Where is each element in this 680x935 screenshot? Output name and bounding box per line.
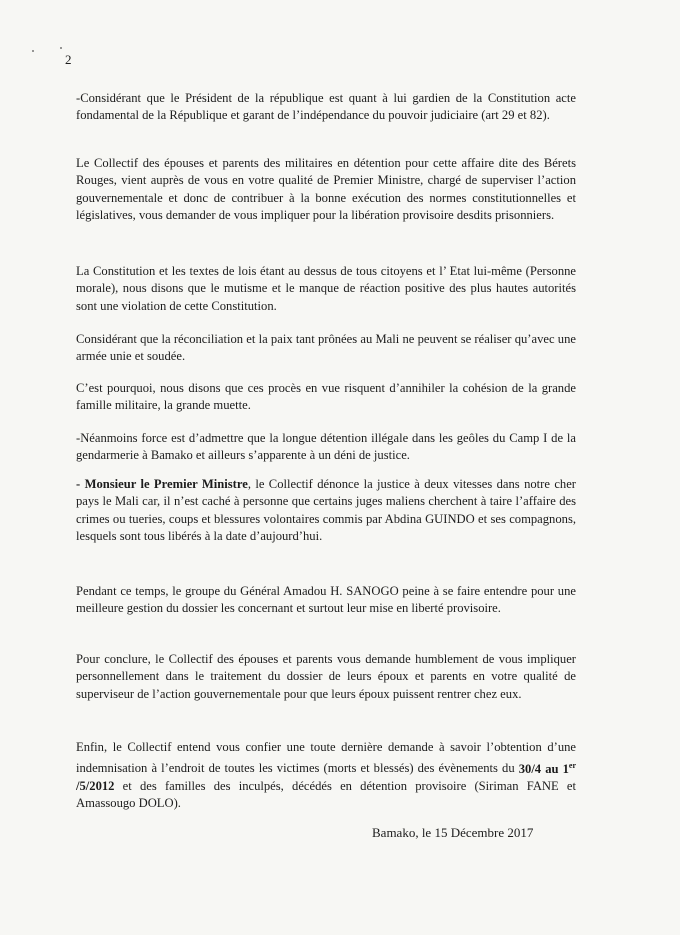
paragraph-text: , le Collectif dénonce la justice à deux vitesses dans notre cher pays le Mali car, il n’est caché à personne que certains juges maliens cherchent à taire l’affaire des crimes ou tueries, coups et blessures volontaires commis par Abdina GUINDO et ses compagnons, lesquels sont tous libérés à la date d’aujourd’hui. [76,477,576,544]
paragraph-sanogo: Pendant ce temps, le groupe du Général Amadou H. SANOGO peine à se faire entendre pour une meilleure gestion du dossier les concernant et surtout leur mise en liberté provisoire. [76,584,576,616]
paragraph-presidency: -Considérant que le Président de la république est quant à lui gardien de la Constitution acte fondamental de la République et garant de l’indépendance du pouvoir judiciaire (art 29 et 82). [76,91,576,123]
paragraph-premier-ministre [76,476,576,546]
paragraph-proces: C’est pourquoi, nous disons que ces procès en vue risquent d’annihiler la cohésion de la grande famille militaire, la grande muette. [76,381,576,413]
date-end: /5/2012 [76,779,115,793]
paragraph-collectif-request: Le Collectif des épouses et parents des militaires en détention pour cette affaire dite des Bérets Rouges, vient auprès de vous en votre qualité de Premier Ministre, chargé de superviser l’action gouvernementale et donc de contribuer à la bonne exécution des normes constitutionnelles et législatives, vous demander de vous impliquer pour la libération provisoire desdits prisonniers. [76,156,576,223]
paragraph-conclusion: Pour conclure, le Collectif des épouses et parents vous demande humblement de vous impliquer personnellement dans le traitement du dossier de leurs époux et parents en votre qualité de superviseur de l’action gouvernementale pour que leurs époux puissent rentrer chez eux. [76,652,576,701]
signature-date-line: Bamako, le 15 Décembre 2017 [372,825,534,840]
paragraph-final-request [76,739,576,813]
paragraph-text: et des familles des inculpés, décédés en détention provisoire (Siriman FANE et Amassougo DOLO). [76,779,576,811]
paragraph-constitution: La Constitution et les textes de lois étant au dessus de tous citoyens et l’ Etat lui-même (Personne morale), nous disons que le mutisme et le manque de réaction positive des plus hautes autorités sont une violation de cette Constitution. [76,264,576,313]
paragraph-reconciliation: Considérant que la réconciliation et la paix tant prônées au Mali ne peuvent se réaliser qu’avec une armée unie et soudée. [76,332,576,364]
date-start: 30/4 au 1 [518,761,569,776]
date-superscript: er [568,760,576,770]
addressee-bold: - Monsieur le Premier Ministre [76,477,248,491]
paragraph-detention: -Néanmoins force est d’admettre que la longue détention illégale dans les geôles du Camp I de la gendarmerie à Bamako et ailleurs s’apparente à un déni de justice. [76,431,576,463]
paragraph-text: Enfin, le Collectif entend vous confier une toute dernière demande à savoir l’obtention d’une indemnisation à l’endroit de toutes les victimes (morts et blessés) des évènements du [76,740,576,776]
scan-speck [60,47,62,49]
scan-speck [32,50,34,52]
page-number: 2 [65,52,72,67]
